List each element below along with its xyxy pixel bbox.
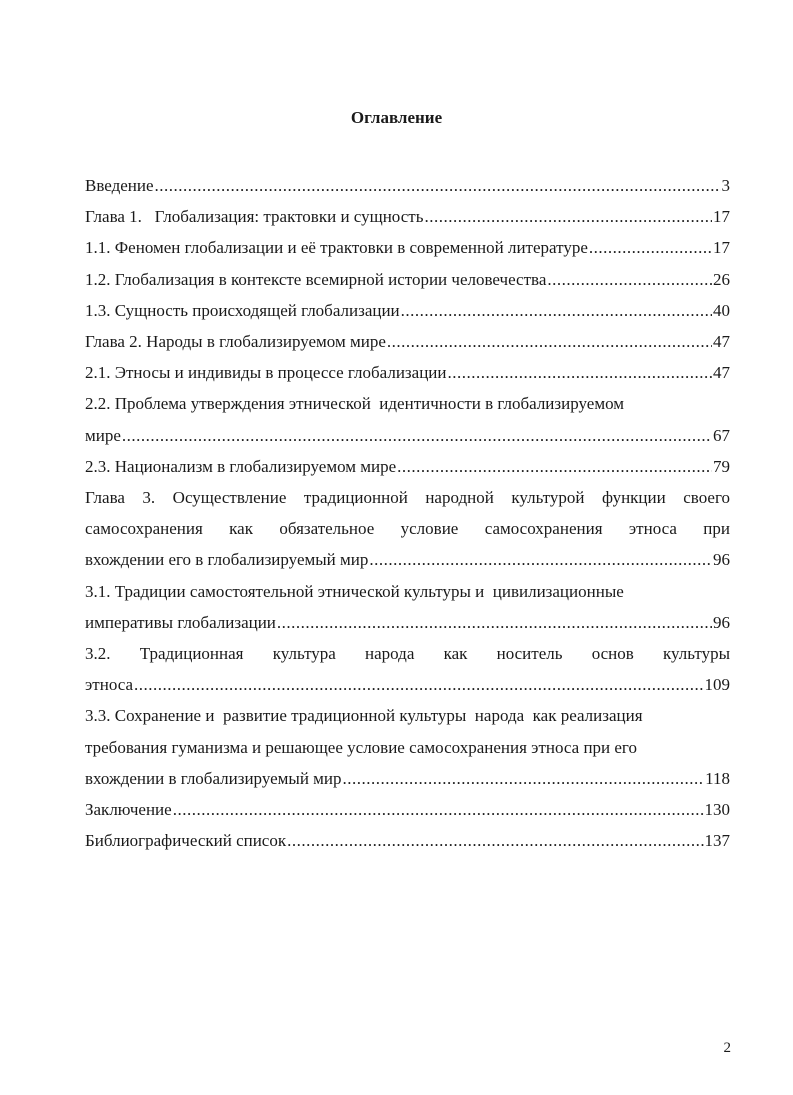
entry-page: 96 (713, 612, 730, 632)
entry-page: 3 (721, 176, 730, 195)
toc-entry (85, 264, 730, 295)
entry-page: 17 (713, 238, 730, 258)
toc-entry (85, 170, 730, 201)
entry-page: 40 (713, 300, 730, 320)
entry-title: вхождении его в глобализируемый мир (85, 550, 369, 570)
entry-line: требования гуманизма и решающее условие самосохранения этноса при его (85, 737, 637, 757)
entry-line: 3.3. Сохранение и развитие традиционной культуры народа как реализация (85, 706, 643, 726)
entry-title: Введение (85, 176, 154, 195)
entry-title: 2.1. Этносы и индивиды в процессе глобализации (85, 363, 447, 383)
entry-title: 1.3. Сущность происходящей глобализации (85, 300, 400, 320)
entry-title: Глава 1. Глобализация: трактовки и сущность (85, 207, 424, 227)
toc-entry (85, 482, 730, 576)
table-of-contents (85, 170, 730, 856)
entry-page: 109 (704, 675, 730, 695)
entry-line: 3.2. Традиционная культура народа как носитель основ культуры (85, 644, 730, 664)
toc-entry (85, 825, 730, 856)
entry-line: 3.1. Традиции самостоятельной этнической культуры и цивилизационные (85, 581, 624, 601)
toc-entry (85, 451, 730, 482)
entry-title: Библиографический список (85, 831, 287, 851)
entry-title: Глава 2. Народы в глобализируемом мире (85, 332, 386, 352)
toc-entry (85, 794, 730, 825)
entry-page: 47 (713, 332, 730, 352)
entry-page: 47 (713, 363, 730, 383)
entry-line: Глава 3. Осуществление традиционной народной культурой функции своего (85, 488, 730, 508)
entry-line: 2.2. Проблема утверждения этнической идентичности в глобализируемом (85, 394, 625, 414)
entry-page: 17 (713, 207, 730, 227)
entry-line: самосохранения как обязательное условие самосохранения этноса при (85, 519, 730, 539)
toc-entry (85, 357, 730, 388)
entry-title: этноса (85, 675, 134, 695)
entry-title: вхождении в глобализируемый мир (85, 768, 342, 788)
entry-page: 137 (704, 831, 730, 851)
toc-entry (85, 388, 730, 450)
entry-title: Заключение (85, 800, 172, 820)
entry-title: мире (85, 425, 121, 445)
entry-title: 1.2. Глобализация в контексте всемирной истории человечества (85, 269, 547, 289)
toc-entry (85, 201, 730, 232)
entry-page: 118 (705, 768, 730, 788)
entry-page: 130 (704, 800, 730, 820)
toc-entry (85, 295, 730, 326)
entry-title: 1.1. Феномен глобализации и её трактовки в современной литературе (85, 238, 588, 258)
entry-page: 26 (713, 269, 730, 289)
entry-title: императивы глобализации (85, 612, 276, 632)
toc-entry (85, 700, 730, 794)
toc-entry (85, 232, 730, 263)
entry-page: 79 (713, 456, 730, 476)
entry-page: 96 (713, 550, 730, 570)
toc-title: Оглавление (350, 108, 443, 127)
page-number: 2 (723, 1040, 731, 1056)
toc-entry (85, 638, 730, 700)
toc-entry (85, 326, 730, 357)
entry-title: 2.3. Национализм в глобализируемом мире (85, 456, 397, 476)
entry-page: 67 (713, 425, 730, 445)
toc-entry (85, 576, 730, 638)
